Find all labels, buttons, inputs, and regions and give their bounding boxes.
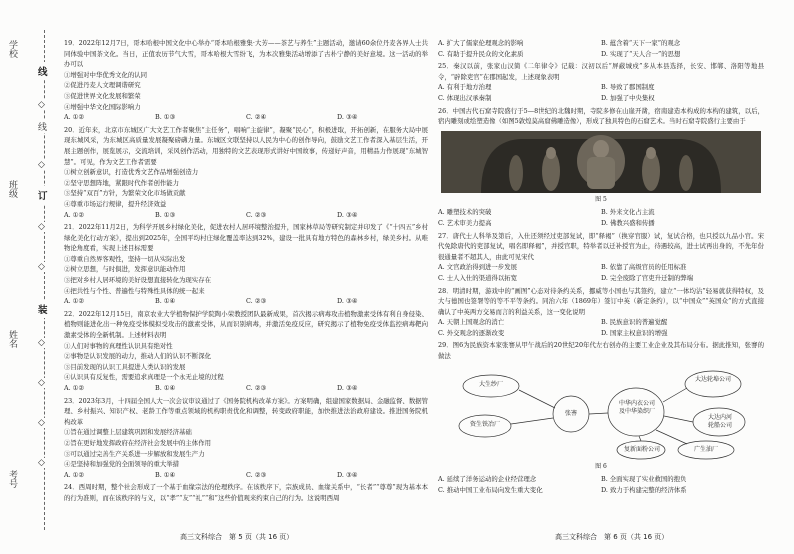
footer-left: 高三文科综合 第 5 页（共 16 页） (180, 533, 294, 541)
answer-option: D. 致力于构建完整的经济体系 (601, 485, 687, 494)
option-statement: ②树立思想，与时俱进，发挥意识能动作用 (64, 265, 186, 274)
option-row (438, 273, 764, 284)
binding-margin (0, 0, 62, 554)
option-statement: ④是坚持和加强党的全面领导的重大举措 (64, 460, 180, 469)
answer-option: D. 国家主权意识的增强 (601, 328, 668, 337)
option-statement: ①树立创新意识，打造优秀文艺作品增强创造力 (64, 168, 199, 177)
margin-tag-zhuang: 装 (38, 300, 48, 318)
option-row (438, 474, 764, 485)
option-row (438, 485, 764, 496)
option-statement: ③可以通过完善生产关系进一步解放和发展生产力 (64, 449, 205, 458)
figure-6-enterprise-node: 大达内河 轮船公司 (707, 413, 732, 429)
figure-6-enterprise-node: 资生铁冶厂 (469, 420, 500, 428)
question-block (438, 61, 764, 103)
question-stem: 23．2023年3月，十四届全国人大一次会议审议通过了《国务院机构改革方案》。方案明确，组建国家数据局、金融监督、数据管理、乡村振兴、知识产权、老龄工作等重点领域的机构职责优化和调整，转变政府职能，加快推进法治政府建设。推进国务院机构改革 (64, 396, 428, 426)
question-block (438, 474, 764, 495)
question-stem: 22．2022年12月15日，南京农业大学植物保护学院陶小荣教授团队最新成果，首次揭示病毒攻击植物激素受体有利自身侵染、植物则能进化出一种免疫受体模拟受攻击的激素受体，从而识别病毒，并激活免疫反应，研究揭示了植物免疫受体监控病毒靶向激素受体的全新机制。上述材料表明 (64, 309, 428, 340)
answer-option: B. 依靠了高级官员的任用标准 (601, 263, 687, 272)
option-statement: ③把对乡村人居环境的美好设想直接转化为现实存在 (64, 276, 211, 285)
margin-label-name: 姓名 (7, 330, 17, 348)
answer-option: C. 体现出汉承秦制 (438, 93, 492, 102)
answer-option: C. 推动中国工业布局向发生重大变化 (438, 485, 543, 494)
answer-option: B. 全面实现了实业救国的抱负 (601, 475, 687, 484)
option-row (438, 262, 764, 273)
answer-option: B. 外来文化占主流 (601, 208, 655, 217)
answer-option: C. 士人入仕的渠道得以拓宽 (438, 273, 518, 282)
option-statement: ②事物是认识发展的动力，推动人们的认识不断深化 (64, 352, 211, 361)
answer-option: D. ③④ (337, 384, 358, 392)
margin-label-seat: 考号 (7, 470, 17, 488)
answer-option: D. 完全废除了官吏升迁制的弊端 (601, 273, 694, 282)
option-row (64, 296, 428, 307)
question-block (64, 482, 428, 503)
answer-option: A. ①② (64, 470, 85, 479)
margin-diamond: ◇ (38, 378, 45, 388)
answer-option: C. ②③ (246, 384, 267, 392)
question-stem: 24．西周时期，整个社会形成了一个基于血缘宗法的伦理秩序。在该秩序下，宗族成员、血缘关系中，“长者”“尊尊”现为基本本的行为准则，而在该秩序的与义，以“孝”“友”“礼”“和”这些价值观来约束自己的行为。这说明西周 (64, 483, 428, 502)
option-statement: ④尊重市场运行规律，提升经济效益 (64, 199, 167, 208)
figure-6-enterprise-diagram (451, 364, 751, 460)
question-block (438, 286, 764, 339)
left-column (64, 38, 428, 506)
margin-mark-1: 线 (38, 120, 47, 133)
option-statement: ④增强中华文化国际影响力 (64, 102, 141, 111)
answer-option: A. 文官政治得到进一步发展 (438, 263, 517, 272)
margin-tag-ding: 订 (38, 186, 48, 204)
figure-5-caption: 图 5 (595, 195, 607, 203)
question-stem: 19．2022年12月7日，哥本哈根中国文化中心举办“哥本哈根雅集·大芳——茶艺与养生”主题活动，邀请60余位丹麦各界人士共同体验中国茶文化。当日，正值农历节气大雪，哥本哈根大雪纷飞，为本次雅集活动增添了古朴宁静的美好意境。这一活动的举办可以 (64, 39, 428, 69)
margin-tag-line: 线 (38, 62, 48, 80)
question-block (64, 222, 428, 307)
option-row (64, 383, 428, 394)
question-stem: 28．明清时期，游戏中的“画图”心态对待条约关系，挪威等小国也与其签约，建立“一体均沾”轻易就获得特权，及大与德国也签署等的等不平等条约。同治六年（1869年）签订中英（新定条约），以“中国众”“英国众”的方式直接确认了中英两方交易而言的利益关系，这一变化说明 (438, 286, 764, 316)
answer-option: A. ①② (64, 113, 85, 122)
question-stem: 26．中国古代石窟寺院盛行于5—8世纪的北魏时期，寺院多修在山崖开凿，宿南建造本构成的本构的建筑，以后，宿内雕刻或绘塑造像（如图5敦煌莫高窟佛雕造像），形成了独具特色的石窟艺术。当时石窟寺院盛行主要由于 (438, 106, 764, 126)
figure-6-caption: 图 6 (595, 462, 607, 470)
answer-option: B. ①③ (155, 210, 176, 219)
margin-diamond: ◇ (38, 338, 45, 348)
question-block (438, 207, 764, 228)
figure-6-enterprise-node: 中华内衣公司 及中华染织厂 (618, 399, 655, 415)
right-column (438, 38, 764, 497)
question-block (64, 309, 428, 394)
margin-diamond: ◇ (38, 418, 45, 428)
option-statement: ①人们对事物的真理性认识具有绝对性 (64, 341, 173, 350)
answer-option: A. 扩大了儒家伦理观念的影响 (438, 39, 524, 47)
option-statement: ②旨在更好地发挥政府在经济社会发展中的主体作用 (64, 438, 211, 447)
answer-option: D. 佛教兴盛和传播 (601, 218, 655, 227)
answer-option: D. ③④ (337, 210, 358, 219)
answer-option: B. ①④ (155, 297, 176, 306)
figure-6-enterprise-node: 复新面粉公司 (623, 445, 660, 453)
figure-6-enterprise-node: 大达轮埠公司 (694, 375, 731, 383)
answer-option: D. ③④ (337, 297, 358, 306)
answer-option: C. 有助于提升民众的文化素质 (438, 49, 524, 58)
margin-label-class: 班级 (7, 180, 17, 198)
answer-option: B. ①④ (155, 470, 176, 479)
option-statement: ①增强对中华优秀文化的认同 (64, 70, 148, 79)
option-row (438, 49, 764, 60)
answer-option: D. ③④ (337, 470, 358, 479)
margin-diamond: ◇ (38, 458, 45, 468)
answer-option: D. ③④ (337, 113, 358, 122)
answer-option: A. ①② (64, 210, 85, 219)
figure-6-center-node: 张謇 (564, 409, 577, 417)
option-statement: ②坚守思想阵地，紧跟时代作者创作能力 (64, 178, 180, 187)
answer-option: B. 导致了郡国制度 (601, 83, 655, 92)
answer-option: A. ①② (64, 384, 85, 392)
answer-option: A. 有利于地方治理 (438, 83, 492, 92)
option-statement: ①尊重自然界客观性，坚持一切从实际出发 (64, 254, 186, 263)
answer-option: A. 延续了洋务运动的企业经营理念 (438, 475, 537, 484)
answer-option: C. ②④ (246, 113, 267, 122)
question-block (438, 106, 764, 127)
margin-label-school: 学校 (7, 40, 17, 58)
answer-option: A. ①② (64, 297, 85, 306)
answer-option: B. ①③ (155, 113, 176, 122)
option-statement: ④把共性与个性、普遍性与特殊性具体的统一起来 (64, 286, 205, 295)
answer-option: C. ②③ (246, 210, 267, 219)
question-stem: 29．图6为民族资本家张謇从甲午战后的20世纪20年代左右创办的主要工业企业及其布局分布。据此推知，张謇的做法 (438, 341, 764, 361)
question-block (438, 38, 764, 59)
answer-option: C. ②③ (246, 297, 267, 306)
option-row (64, 210, 428, 221)
question-stem: 27．唐代士人科举及第后，入仕还须经过吏部复试，即“释褐”（换穿官服）试，复试合格，也只授以九品小官。宋代免除唐代的吏部复试，唱名即释褐”，并授官职，特举者以迁补授官为止，待遇较高，进士试再出身的，不先年份很通量者不超其人，由此可见宋代 (438, 231, 764, 261)
option-row (438, 328, 764, 339)
question-stem: 20．近年来，北京市东城区广大文艺工作者聚焦“主任务”，唱响“主旋律”，凝聚“民心”，积极进取，开拓创新，在服务大局中展现东城风采，为东城区高质量发展凝聚磅礴力量。东城区文联坚持以人民为中心的创作导向，鼓励文艺工作者深入基层生活，开展主题创作，展览展示，交流培训，采风创作活动，用独特的文艺表现形式讲好中国故事，传递好声音，用精品力作展现“东城智慧”。可见，作为文艺工作者需要 (64, 125, 428, 166)
question-stem: 25．秦汉以前，张家山汉简《二年律令》记载：汉初以后“屏蔽城戍”多从本县选择，长安、邯郸、洛阳等地县令，“辟除吏官”在郡国起发，上述现象表明 (438, 62, 764, 81)
footer-right: 高三文科综合 第 6 页（共 16 页） (555, 533, 669, 541)
answer-option: B. 民族意识的普遍觉醒 (601, 318, 668, 327)
answer-option: C. 艺术审美力提高 (438, 218, 492, 227)
answer-option: D. 实现了“天人合一”的思想 (601, 49, 681, 58)
margin-diamond: ◇ (38, 100, 45, 110)
option-statement: ①旨在通过调整上层建筑巩固和发展经济基础 (64, 428, 192, 437)
answer-option: C. ②③ (246, 470, 267, 479)
answer-option: D. 加强了中央集权 (601, 93, 655, 102)
margin-diamond: ◇ (38, 262, 45, 272)
question-block (64, 125, 428, 220)
option-statement: ③坚持“双百”方针，为繁荣文化市场做贡献 (64, 189, 186, 198)
answer-option: A. 天朝上国观念的消亡 (438, 318, 505, 327)
question-block (64, 396, 428, 481)
figure-6-enterprise-node: 大生纱厂 (478, 380, 503, 388)
answer-option: B. 蕴含着“天下一家”的观念 (601, 39, 681, 47)
answer-option: B. ①④ (155, 384, 176, 392)
margin-diamond: ◇ (38, 160, 45, 170)
option-row (64, 470, 428, 481)
option-row (438, 317, 764, 328)
question-block (64, 38, 428, 123)
figure-6-enterprise-node: 广生油厂 (693, 445, 718, 453)
option-row (438, 207, 764, 218)
option-statement: ③目前发现的认识工具提进人类认识的发展 (64, 362, 186, 371)
margin-diamond: ◇ (38, 222, 45, 232)
figure-5-buddhist-statues-photo (441, 131, 761, 193)
question-stem: 21．2022年11月2日，为科学开展乡村绿化美化，促进农村人居环境整治提升，国家林草局等研究制定并印发了《“十四五”乡村绿化美化行动方案》，提出到2025年，全国平均村庄绿化覆盖率达到32%，建设一批具有地方特色的森林乡村，绿美乡村。从唯物论角度看，实现上述目标需要 (64, 223, 428, 253)
option-row (438, 218, 764, 229)
option-row (438, 82, 764, 93)
option-row (64, 112, 428, 123)
question-block (438, 231, 764, 284)
option-statement: ④认识具有反复性，需要追求真理是一个永无止境的过程 (64, 373, 224, 382)
answer-option: C. 外交观念的逐渐改变 (438, 328, 505, 337)
question-block (438, 340, 764, 361)
option-row (438, 93, 764, 104)
option-row (438, 38, 764, 49)
answer-option: A. 雕塑技术的突破 (438, 208, 492, 217)
option-statement: ③促进世界文化发展和繁荣 (64, 91, 141, 100)
option-statement: ②促进丹麦人文理调谐研究 (64, 81, 141, 90)
